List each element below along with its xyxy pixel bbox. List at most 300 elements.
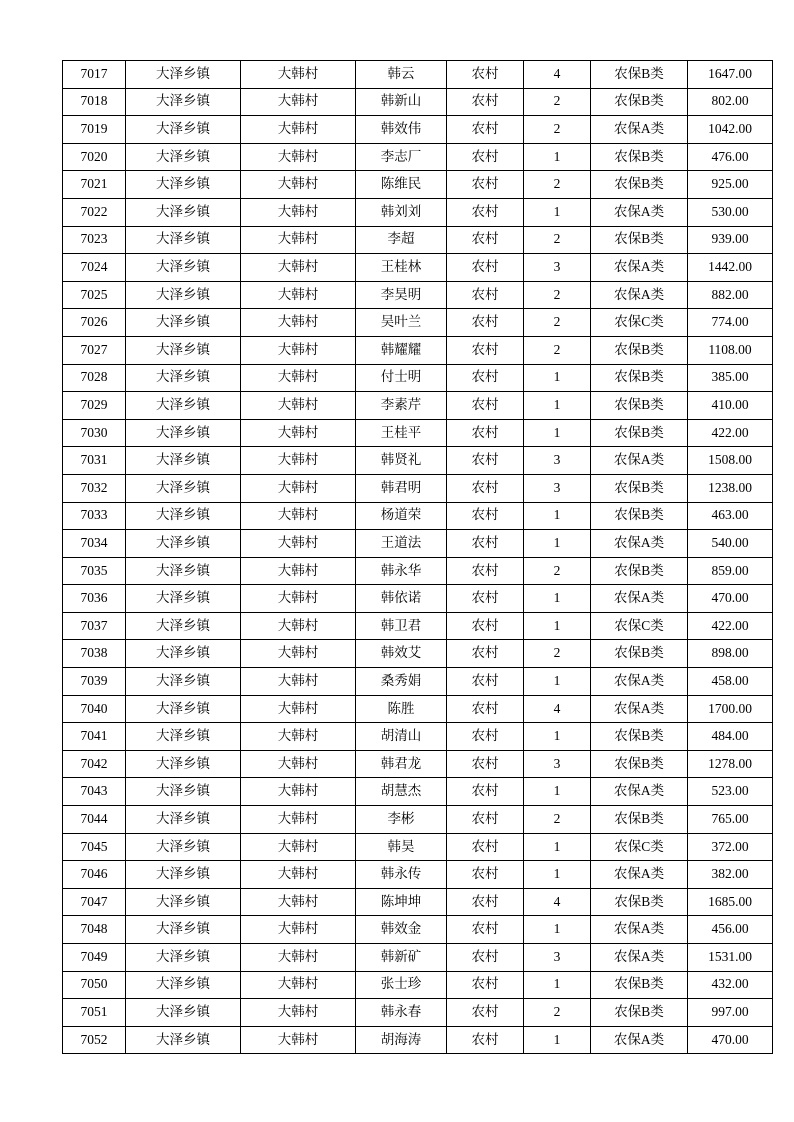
cell-name: 韩效金: [356, 916, 447, 944]
cell-name: 韩永春: [356, 999, 447, 1027]
cell-amount: 1042.00: [688, 116, 773, 144]
cell-class: 农保B类: [591, 419, 688, 447]
cell-town: 大泽乡镇: [126, 502, 241, 530]
cell-town: 大泽乡镇: [126, 198, 241, 226]
cell-amount: 458.00: [688, 668, 773, 696]
cell-type: 农村: [447, 502, 524, 530]
cell-name: 韩新矿: [356, 944, 447, 972]
cell-class: 农保B类: [591, 88, 688, 116]
cell-name: 李超: [356, 226, 447, 254]
table-row: [63, 916, 773, 944]
cell-amount: 898.00: [688, 640, 773, 668]
cell-type: 农村: [447, 171, 524, 199]
beneficiary-table: [62, 60, 773, 1054]
table-row: [63, 281, 773, 309]
cell-amount: 765.00: [688, 806, 773, 834]
cell-count: 2: [524, 557, 591, 585]
cell-id: 7044: [63, 806, 126, 834]
cell-class: 农保B类: [591, 61, 688, 89]
cell-town: 大泽乡镇: [126, 612, 241, 640]
cell-village: 大韩村: [241, 612, 356, 640]
cell-village: 大韩村: [241, 502, 356, 530]
cell-name: 胡慧杰: [356, 778, 447, 806]
cell-class: 农保C类: [591, 309, 688, 337]
cell-village: 大韩村: [241, 778, 356, 806]
table-row: [63, 612, 773, 640]
cell-id: 7023: [63, 226, 126, 254]
cell-id: 7037: [63, 612, 126, 640]
cell-count: 2: [524, 309, 591, 337]
cell-type: 农村: [447, 888, 524, 916]
cell-count: 4: [524, 695, 591, 723]
table-row: [63, 1026, 773, 1054]
cell-count: 2: [524, 999, 591, 1027]
cell-id: 7018: [63, 88, 126, 116]
cell-id: 7030: [63, 419, 126, 447]
cell-count: 1: [524, 916, 591, 944]
cell-village: 大韩村: [241, 668, 356, 696]
cell-name: 韩依诺: [356, 585, 447, 613]
cell-class: 农保A类: [591, 198, 688, 226]
cell-name: 韩效艾: [356, 640, 447, 668]
cell-town: 大泽乡镇: [126, 447, 241, 475]
cell-village: 大韩村: [241, 971, 356, 999]
cell-count: 2: [524, 226, 591, 254]
cell-name: 韩昊: [356, 833, 447, 861]
cell-name: 韩君明: [356, 474, 447, 502]
cell-name: 胡清山: [356, 723, 447, 751]
cell-class: 农保B类: [591, 888, 688, 916]
cell-town: 大泽乡镇: [126, 88, 241, 116]
cell-id: 7047: [63, 888, 126, 916]
cell-name: 韩永传: [356, 861, 447, 889]
table-row: [63, 557, 773, 585]
cell-id: 7049: [63, 944, 126, 972]
table-row: [63, 226, 773, 254]
cell-type: 农村: [447, 309, 524, 337]
cell-town: 大泽乡镇: [126, 309, 241, 337]
cell-amount: 1700.00: [688, 695, 773, 723]
cell-name: 胡海涛: [356, 1026, 447, 1054]
cell-amount: 470.00: [688, 585, 773, 613]
cell-name: 陈胜: [356, 695, 447, 723]
cell-amount: 802.00: [688, 88, 773, 116]
cell-name: 王道法: [356, 530, 447, 558]
table-row: [63, 530, 773, 558]
cell-name: 李素芹: [356, 392, 447, 420]
table-row: [63, 999, 773, 1027]
cell-count: 1: [524, 143, 591, 171]
cell-type: 农村: [447, 861, 524, 889]
cell-name: 王桂林: [356, 254, 447, 282]
cell-class: 农保B类: [591, 999, 688, 1027]
cell-id: 7042: [63, 750, 126, 778]
cell-village: 大韩村: [241, 750, 356, 778]
cell-amount: 1508.00: [688, 447, 773, 475]
cell-class: 农保A类: [591, 447, 688, 475]
cell-town: 大泽乡镇: [126, 944, 241, 972]
cell-count: 1: [524, 502, 591, 530]
cell-count: 3: [524, 474, 591, 502]
cell-amount: 456.00: [688, 916, 773, 944]
cell-id: 7039: [63, 668, 126, 696]
cell-id: 7021: [63, 171, 126, 199]
cell-amount: 925.00: [688, 171, 773, 199]
cell-amount: 523.00: [688, 778, 773, 806]
cell-type: 农村: [447, 778, 524, 806]
cell-town: 大泽乡镇: [126, 640, 241, 668]
cell-village: 大韩村: [241, 198, 356, 226]
cell-name: 吴叶兰: [356, 309, 447, 337]
cell-amount: 476.00: [688, 143, 773, 171]
table-row: [63, 888, 773, 916]
cell-type: 农村: [447, 999, 524, 1027]
cell-name: 桑秀娟: [356, 668, 447, 696]
table-row: [63, 116, 773, 144]
cell-type: 农村: [447, 336, 524, 364]
cell-type: 农村: [447, 750, 524, 778]
cell-count: 1: [524, 419, 591, 447]
cell-village: 大韩村: [241, 143, 356, 171]
cell-class: 农保A类: [591, 695, 688, 723]
cell-town: 大泽乡镇: [126, 1026, 241, 1054]
cell-class: 农保B类: [591, 806, 688, 834]
cell-class: 农保B类: [591, 640, 688, 668]
cell-amount: 540.00: [688, 530, 773, 558]
cell-town: 大泽乡镇: [126, 723, 241, 751]
table-row: [63, 971, 773, 999]
cell-count: 1: [524, 723, 591, 751]
cell-id: 7043: [63, 778, 126, 806]
cell-town: 大泽乡镇: [126, 833, 241, 861]
cell-village: 大韩村: [241, 833, 356, 861]
cell-town: 大泽乡镇: [126, 557, 241, 585]
cell-count: 1: [524, 364, 591, 392]
cell-town: 大泽乡镇: [126, 695, 241, 723]
cell-town: 大泽乡镇: [126, 336, 241, 364]
cell-class: 农保A类: [591, 530, 688, 558]
table-row: [63, 723, 773, 751]
cell-type: 农村: [447, 474, 524, 502]
cell-count: 1: [524, 530, 591, 558]
cell-name: 李志厂: [356, 143, 447, 171]
cell-amount: 463.00: [688, 502, 773, 530]
cell-village: 大韩村: [241, 695, 356, 723]
cell-amount: 410.00: [688, 392, 773, 420]
table-row: [63, 88, 773, 116]
cell-amount: 882.00: [688, 281, 773, 309]
cell-type: 农村: [447, 88, 524, 116]
cell-amount: 774.00: [688, 309, 773, 337]
cell-count: 2: [524, 640, 591, 668]
table-row: [63, 364, 773, 392]
cell-type: 农村: [447, 916, 524, 944]
cell-amount: 385.00: [688, 364, 773, 392]
cell-name: 李彬: [356, 806, 447, 834]
cell-name: 陈坤坤: [356, 888, 447, 916]
cell-name: 付士明: [356, 364, 447, 392]
cell-village: 大韩村: [241, 944, 356, 972]
cell-amount: 1442.00: [688, 254, 773, 282]
cell-count: 2: [524, 336, 591, 364]
cell-name: 韩君龙: [356, 750, 447, 778]
cell-amount: 997.00: [688, 999, 773, 1027]
cell-class: 农保B类: [591, 474, 688, 502]
cell-amount: 382.00: [688, 861, 773, 889]
cell-village: 大韩村: [241, 861, 356, 889]
cell-village: 大韩村: [241, 364, 356, 392]
cell-id: 7020: [63, 143, 126, 171]
cell-village: 大韩村: [241, 116, 356, 144]
cell-id: 7035: [63, 557, 126, 585]
table-row: [63, 392, 773, 420]
cell-count: 1: [524, 833, 591, 861]
cell-village: 大韩村: [241, 419, 356, 447]
cell-amount: 1647.00: [688, 61, 773, 89]
table-row: [63, 640, 773, 668]
cell-type: 农村: [447, 612, 524, 640]
cell-town: 大泽乡镇: [126, 806, 241, 834]
cell-id: 7027: [63, 336, 126, 364]
cell-amount: 422.00: [688, 612, 773, 640]
cell-count: 1: [524, 1026, 591, 1054]
cell-name: 韩卫君: [356, 612, 447, 640]
table-row: [63, 61, 773, 89]
cell-class: 农保B类: [591, 502, 688, 530]
cell-village: 大韩村: [241, 254, 356, 282]
cell-village: 大韩村: [241, 999, 356, 1027]
cell-town: 大泽乡镇: [126, 750, 241, 778]
cell-class: 农保A类: [591, 281, 688, 309]
cell-class: 农保B类: [591, 557, 688, 585]
cell-class: 农保A类: [591, 254, 688, 282]
table-row: [63, 778, 773, 806]
cell-town: 大泽乡镇: [126, 916, 241, 944]
cell-id: 7038: [63, 640, 126, 668]
cell-village: 大韩村: [241, 723, 356, 751]
cell-count: 4: [524, 888, 591, 916]
cell-name: 韩贤礼: [356, 447, 447, 475]
cell-class: 农保C类: [591, 833, 688, 861]
cell-amount: 1278.00: [688, 750, 773, 778]
cell-type: 农村: [447, 198, 524, 226]
cell-town: 大泽乡镇: [126, 530, 241, 558]
cell-class: 农保A类: [591, 668, 688, 696]
cell-town: 大泽乡镇: [126, 254, 241, 282]
table-row: [63, 336, 773, 364]
cell-town: 大泽乡镇: [126, 971, 241, 999]
cell-count: 2: [524, 281, 591, 309]
table-row: [63, 668, 773, 696]
cell-count: 3: [524, 447, 591, 475]
cell-name: 韩云: [356, 61, 447, 89]
cell-name: 韩效伟: [356, 116, 447, 144]
cell-id: 7028: [63, 364, 126, 392]
cell-type: 农村: [447, 585, 524, 613]
cell-village: 大韩村: [241, 336, 356, 364]
cell-id: 7045: [63, 833, 126, 861]
cell-class: 农保B类: [591, 336, 688, 364]
cell-type: 农村: [447, 392, 524, 420]
cell-amount: 422.00: [688, 419, 773, 447]
table-row: [63, 309, 773, 337]
cell-type: 农村: [447, 116, 524, 144]
cell-count: 4: [524, 61, 591, 89]
cell-count: 1: [524, 392, 591, 420]
cell-village: 大韩村: [241, 888, 356, 916]
cell-count: 3: [524, 254, 591, 282]
cell-town: 大泽乡镇: [126, 61, 241, 89]
cell-id: 7033: [63, 502, 126, 530]
table-row: [63, 750, 773, 778]
cell-village: 大韩村: [241, 806, 356, 834]
cell-type: 农村: [447, 971, 524, 999]
cell-town: 大泽乡镇: [126, 281, 241, 309]
table-row: [63, 198, 773, 226]
cell-class: 农保A类: [591, 916, 688, 944]
cell-amount: 470.00: [688, 1026, 773, 1054]
cell-id: 7036: [63, 585, 126, 613]
cell-count: 2: [524, 806, 591, 834]
table-row: [63, 254, 773, 282]
cell-village: 大韩村: [241, 585, 356, 613]
cell-id: 7032: [63, 474, 126, 502]
cell-name: 杨道荣: [356, 502, 447, 530]
cell-class: 农保B类: [591, 143, 688, 171]
cell-type: 农村: [447, 281, 524, 309]
table-row: [63, 944, 773, 972]
cell-town: 大泽乡镇: [126, 226, 241, 254]
cell-village: 大韩村: [241, 309, 356, 337]
table-body: [63, 61, 773, 1054]
cell-town: 大泽乡镇: [126, 585, 241, 613]
cell-type: 农村: [447, 806, 524, 834]
cell-id: 7019: [63, 116, 126, 144]
cell-count: 3: [524, 750, 591, 778]
cell-count: 2: [524, 171, 591, 199]
cell-id: 7050: [63, 971, 126, 999]
cell-count: 3: [524, 944, 591, 972]
cell-town: 大泽乡镇: [126, 419, 241, 447]
table-row: [63, 474, 773, 502]
cell-id: 7040: [63, 695, 126, 723]
cell-village: 大韩村: [241, 281, 356, 309]
cell-class: 农保B类: [591, 750, 688, 778]
cell-town: 大泽乡镇: [126, 364, 241, 392]
table-row: [63, 861, 773, 889]
cell-town: 大泽乡镇: [126, 171, 241, 199]
cell-name: 韩永华: [356, 557, 447, 585]
cell-count: 1: [524, 612, 591, 640]
cell-count: 2: [524, 116, 591, 144]
cell-class: 农保B类: [591, 723, 688, 751]
cell-town: 大泽乡镇: [126, 999, 241, 1027]
cell-village: 大韩村: [241, 474, 356, 502]
cell-town: 大泽乡镇: [126, 474, 241, 502]
cell-name: 韩刘刘: [356, 198, 447, 226]
cell-village: 大韩村: [241, 640, 356, 668]
cell-village: 大韩村: [241, 392, 356, 420]
cell-type: 农村: [447, 530, 524, 558]
cell-type: 农村: [447, 723, 524, 751]
table-row: [63, 171, 773, 199]
cell-name: 陈维民: [356, 171, 447, 199]
cell-id: 7029: [63, 392, 126, 420]
cell-town: 大泽乡镇: [126, 778, 241, 806]
cell-id: 7052: [63, 1026, 126, 1054]
cell-id: 7051: [63, 999, 126, 1027]
cell-village: 大韩村: [241, 171, 356, 199]
cell-id: 7046: [63, 861, 126, 889]
cell-count: 1: [524, 778, 591, 806]
cell-class: 农保B类: [591, 364, 688, 392]
cell-type: 农村: [447, 833, 524, 861]
table-row: [63, 585, 773, 613]
cell-village: 大韩村: [241, 1026, 356, 1054]
cell-type: 农村: [447, 640, 524, 668]
cell-id: 7022: [63, 198, 126, 226]
cell-class: 农保B类: [591, 971, 688, 999]
cell-name: 韩新山: [356, 88, 447, 116]
cell-type: 农村: [447, 364, 524, 392]
table-row: [63, 143, 773, 171]
cell-name: 王桂平: [356, 419, 447, 447]
cell-type: 农村: [447, 447, 524, 475]
cell-name: 李昊明: [356, 281, 447, 309]
cell-village: 大韩村: [241, 226, 356, 254]
cell-class: 农保B类: [591, 171, 688, 199]
cell-count: 1: [524, 668, 591, 696]
cell-class: 农保A类: [591, 1026, 688, 1054]
table-row: [63, 419, 773, 447]
cell-count: 1: [524, 198, 591, 226]
cell-amount: 1531.00: [688, 944, 773, 972]
cell-id: 7026: [63, 309, 126, 337]
table-row: [63, 833, 773, 861]
cell-type: 农村: [447, 226, 524, 254]
cell-town: 大泽乡镇: [126, 668, 241, 696]
cell-town: 大泽乡镇: [126, 888, 241, 916]
cell-town: 大泽乡镇: [126, 392, 241, 420]
cell-class: 农保C类: [591, 612, 688, 640]
cell-amount: 859.00: [688, 557, 773, 585]
cell-village: 大韩村: [241, 530, 356, 558]
cell-id: 7017: [63, 61, 126, 89]
cell-id: 7034: [63, 530, 126, 558]
cell-village: 大韩村: [241, 88, 356, 116]
cell-type: 农村: [447, 143, 524, 171]
cell-class: 农保A类: [591, 861, 688, 889]
cell-amount: 432.00: [688, 971, 773, 999]
cell-type: 农村: [447, 61, 524, 89]
cell-amount: 372.00: [688, 833, 773, 861]
cell-type: 农村: [447, 557, 524, 585]
cell-amount: 530.00: [688, 198, 773, 226]
cell-count: 2: [524, 88, 591, 116]
cell-class: 农保A类: [591, 944, 688, 972]
cell-class: 农保B类: [591, 392, 688, 420]
cell-town: 大泽乡镇: [126, 143, 241, 171]
cell-amount: 1238.00: [688, 474, 773, 502]
cell-type: 农村: [447, 1026, 524, 1054]
cell-amount: 1685.00: [688, 888, 773, 916]
cell-class: 农保A类: [591, 116, 688, 144]
cell-count: 1: [524, 585, 591, 613]
cell-amount: 484.00: [688, 723, 773, 751]
cell-id: 7025: [63, 281, 126, 309]
table-row: [63, 806, 773, 834]
cell-type: 农村: [447, 944, 524, 972]
